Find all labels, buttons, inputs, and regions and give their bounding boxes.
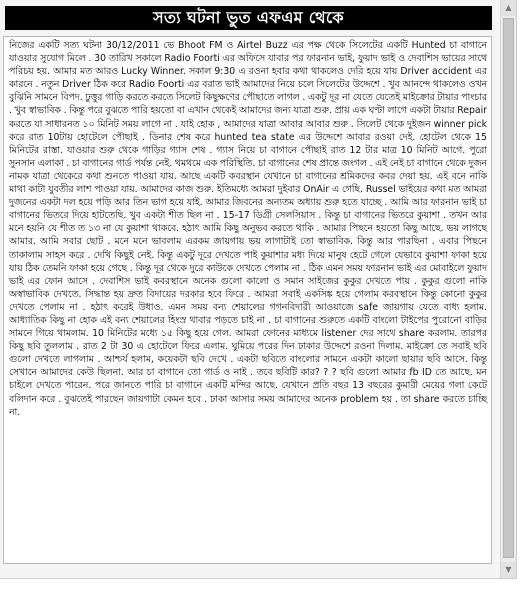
scroll-up-arrow-icon[interactable]: ▲ [501,0,516,16]
scroll-down-arrow-icon[interactable]: ▼ [501,562,516,578]
article-content-box [3,36,492,564]
scrollbar-thumb[interactable] [503,18,514,558]
bottom-margin [0,579,532,592]
vertical-scrollbar[interactable] [500,0,516,578]
article-body-text: নিজের একটি সত্য ঘটনা 30/12/2011 ভে Bhoot FM ও Airtel Buzz এর পক্ষ থেকে সিলেটের একটি Hunted চা বাগানে যাওয়ার সুযোগ মিলে . 30 তারিখ সকালে Radio Foorti এর অফিসে যাবার পর ফারনান ভাই, ফুয়াদ ভাই ও দেবাশিস ভায়ের সাথে পরিচয় হয়. আমার মত আরও Lucky Winner. সকাল 9:30 এ রওনা হবার কথা থাকলেও দেরি হয়ে যায় Driver accident এর কারনে . নতুন Driver ঠিক করে Radio Foorti এর বরাত ভাই আমাদের নিয়ে চলে সিলেটের উদ্দেশে . খুব আনন্দে থাকলেও ওখন বুঝিনি সামনে বিপদ. ঢুত্তুর গাড়ি করতে করতে সিলেট কিছুক্ষণের পৌছাতে লাগল . একটু দূর না যেতে যেতেই মাইক্রোর টায়ার পাংচার . খুব স্বাভাবিক . কিন্তু পরে বুঝতে পারি হয়তো বা এখান থেকেই আমাদের জন্য যাত্রা শুরু. প্রায় এক ঘণ্টা লাগে একটা টায়ার Repair করতে যা সাধারনত ১০ মিনিট সময় লাগে না . যাই হোক , আমাদের যাত্রা আবার আবার শুরু . সিলেট থেকে দুইজন winner pick করে রাত 10টায় হোটেলে পৌছাই . ডিনার শেষ করে hunted tea state এর উদ্দেশে আবার রওয়া দেই. হোটেল থেকে 15 মিনিটের রাস্তা. যাওয়ার শুরু থেকে গাড়ির গ্যাস শেষ . গ্যাস নিয়ে চা বাগানে পৌছাই রাত 12 টার মাত্র 10 মিনিট আগে. পুরো সুনসান এলাকা . চা বাগানের গার্ড পর্যন্ত নেই. থমথমে এক পরিস্থিতি. চা বাগানের শেষ প্রান্তে জংগল . এই নেই চা বাগানে থেকে দুজন নামক যাত্রা থেকেরে কথা শুনতে পাওয়া যায়. আছে একটি কবরস্থান যেখানে চা বাগানের শ্রমিকদের কবর দেয়া হয়. এই বনে নাকি মাথা কাটা যুবতীর লাশ পাওয়া যায়. আমাদের কাজ শুরু. ইতিমধ্যে আমরা দুইবার OnAir এ গেছি. Russel ভাইয়ের কথা মত আমরা দুজনের একটা দল হয়ে পড়ি আর তিন ভাগ হয়ে যাই. আমার জিবনের অন্যতম অধ্যায় শুরু হতে যাচ্ছে . আমি আর ফারনান ভাই চা বাগানের ভিতরে দিয়ে হাটতেছি. খুব একটা শীত ছিল না . 15-17 ডিগ্রী সেলসিয়াস . কিন্তু চা বাগানের ভিতরে কুয়াশা . তখন আর মনে হয়নি যে শীত ত ১৩ না যে কুয়াশা থাকবে. হঠাৎ আমি কিছু অনুভব করতে থাকি . আমার পিছনে হয়তো কিছু আছে. ভয় লাগছে আমার. আমি সবার ছোট . মনে মনে ভাবলাম এরকম জায়গায় ভয় লাগাটাই তো স্বাভাবিক. কিন্তু আর পারছিনা . এবার পিছনে তাকালাম সাহস করে . দেখি কিছুই নেই. কিন্তু একটু দূরে দেখতে পাই কুয়াশার মধ্য দিয়ে মানুষ হেটে গেলে যেভাবে কুয়াশা ফাকা হয়ে যায় ঠিক তেমনি ফাকা হয়ে গেছে . কিন্তু দূর থেকে দুরে কাউকে দেখতে পেলাম না . ঠিক এমন সময় ফারনান ভাই এর মোবাইলে ফুয়াদ ভাই এর ফোন আসে . দেবাশিস ভাই কবরস্থানে অনেক গুলো কালো ও সমান সাইজের কুকুর দেখতে পায় . কুকুর গুলো নাকি অস্বাভাবিক দেখতে. সিদ্ধান্ত হয় দ্রুত বিদায়ের দরকার হবে ফিরে . আমরা সবাই একসিঙ্ক হয়ে গেলাম করবস্থানে কিন্তু কোনো কুকুর দেখতে পেলাম না . হঠাৎ করেই উধাও. এমন সময় বন্য শেয়ালের গগনবিদারী আওয়াজে safe জায়গায় যেতে বাধ্য হলাম. আধ্যাতিক কিছু না হোক এই বন্য শেয়ালের হিংস্র থাবার পড়তে চাই না . চা বাগানের শুরুতে একটি বাংলো টাইপের পুরোনো বাড়ির সামনে গিয়ে থামলাম. 10 মিনিটের মধ্যে ১৫ কিছু হয়ে গেল. আমরা ফোনের মাধ্যমে listener দের সাথে share করলাম. তারপর কিছু ছবি তুললাম . রাত 2 টা 30 এ হোটেলে ফিরে এলাম. ঘুমিয়ে পরের দিন ঢাকার উদ্দেশে রওনা দিলাম. মাইক্রো তে সবাই ছবি গুলো দেখতে লাগলাম . আশ্চর্য হলাম, কয়েকটা ছবি দেখে . একটা ছবিতে বাংলোর সামনে একটা কালো ছায়ার ছবি আসে. কিন্তু সেখানে আমাদের কেউ ছিলনা. আর চা বাগানে তো গার্ড ও নাই . তবে ছবিটি কার? ? ? ছবি গুলো আমার fb ID তে আছে. মন চাইলে দেখতে পারেন. পরে জানতে পারি চা বাগানে একটি মন্দির আছে. যেখানে প্রতি বছর 13 বছরের কুমারী মেয়ের গলা কেটে বলিদান করে . বুঝতেই পারছেন জায়গাটা কেমন হবে . ঢাকা আসার সময় আমাদের অনেক problem হয় . তা share করতে চাচ্ছি না. [9,40,488,418]
article-title: সত্য ঘটনা ভুত এফএম থেকে [5,6,492,30]
